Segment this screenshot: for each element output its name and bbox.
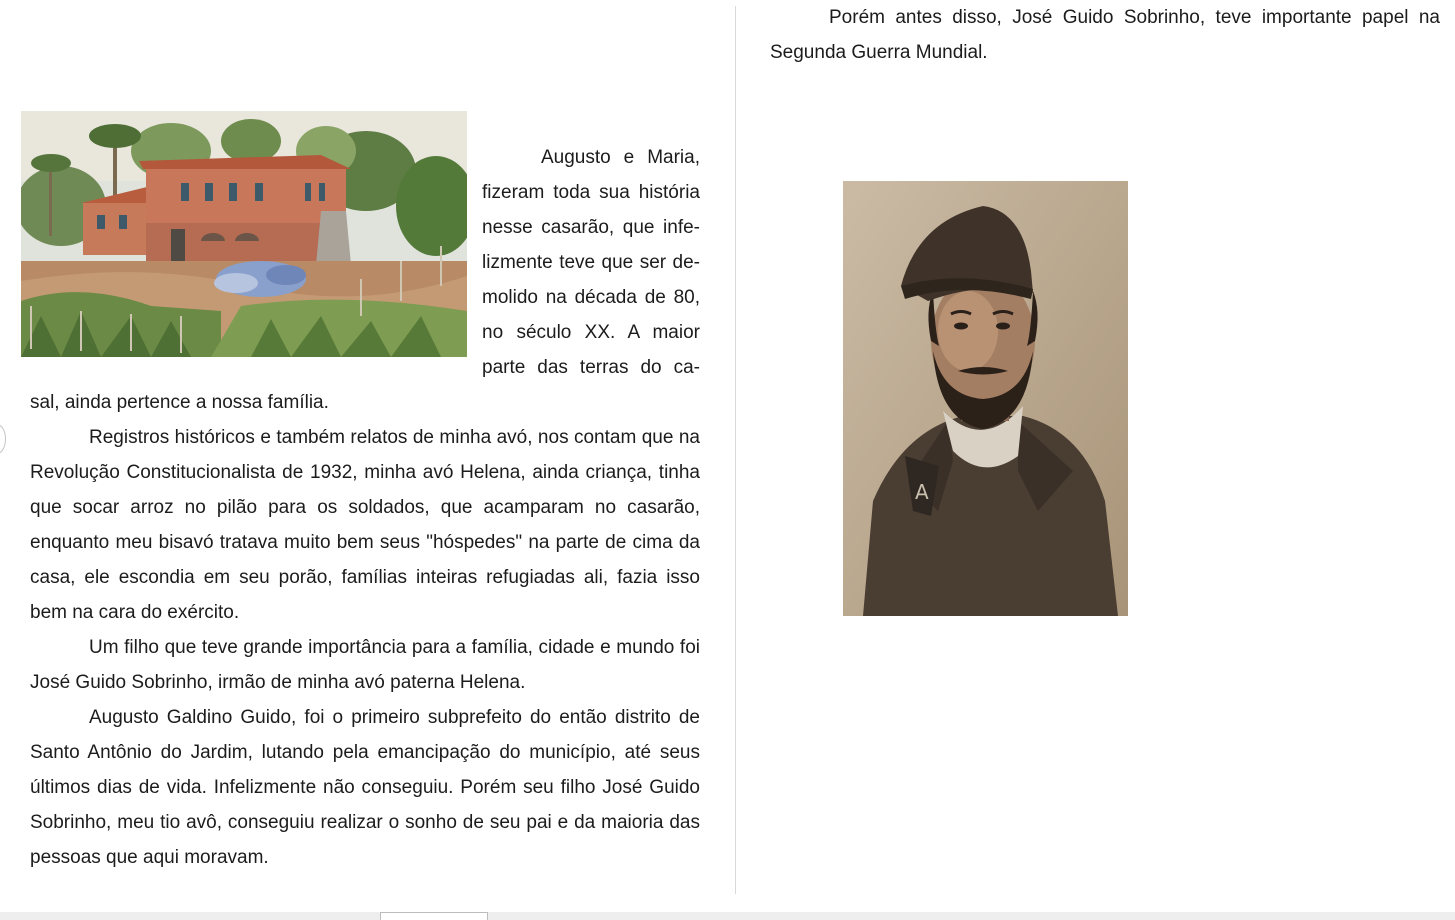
svg-text:A: A — [915, 480, 929, 504]
paragraph-augusto-galdino: Augusto Galdino Guido, foi o primeiro subprefeito do então distrito de Santo Antônio do Jardim, lutando pela emancipação do município, até seus últimos dias de vida. Infelizmente não conseguiu. Porém seu filho José Guido Sobrinho, meu tio avô, conseguiu realizar o sonho de seu pai e da maioria das pessoas que aqui moravam. — [30, 707, 700, 868]
paragraph-world-war: Porém antes disso, José Guido Sobrinho, teve importante papel na Segunda Guerra Mundial. — [770, 7, 1440, 63]
left-page-text — [30, 140, 700, 875]
paragraph-augusto-maria: Augusto e Maria, fizeram toda sua história nesse casarão, que infe-lizmente teve que ser de-molido na década de 80, no século XX. A maior parte das terras do ca-sal, ainda pertence a nossa família. — [30, 147, 700, 413]
soldier-portrait-photo — [843, 181, 1128, 616]
bottom-scrollbar[interactable] — [0, 912, 1455, 920]
farmhouse-painting — [21, 111, 467, 357]
paragraph-historical-records: Registros históricos e também relatos de minha avó, nos contam que na Revolução Constitucionalista de 1932, minha avó Helena, ainda criança, tinha que socar arroz no pilão para os soldados, que acamparam no casarão, enquanto meu bisavó tratava muito bem seus "hóspedes" na parte de cima da casa, ele escondia em seu porão, famílias inteiras refugiadas ali, fazia isso bem na cara do exército. — [30, 427, 700, 623]
bottom-scroll-thumb[interactable] — [380, 912, 488, 920]
right-page-text — [770, 0, 1440, 70]
paragraph-jose-guido: Um filho que teve grande importância para a família, cidade e mundo foi José Guido Sobrinho, irmão de minha avó paterna Helena. — [30, 637, 700, 693]
page-divider — [735, 6, 736, 894]
page-edge-marker — [0, 424, 6, 454]
